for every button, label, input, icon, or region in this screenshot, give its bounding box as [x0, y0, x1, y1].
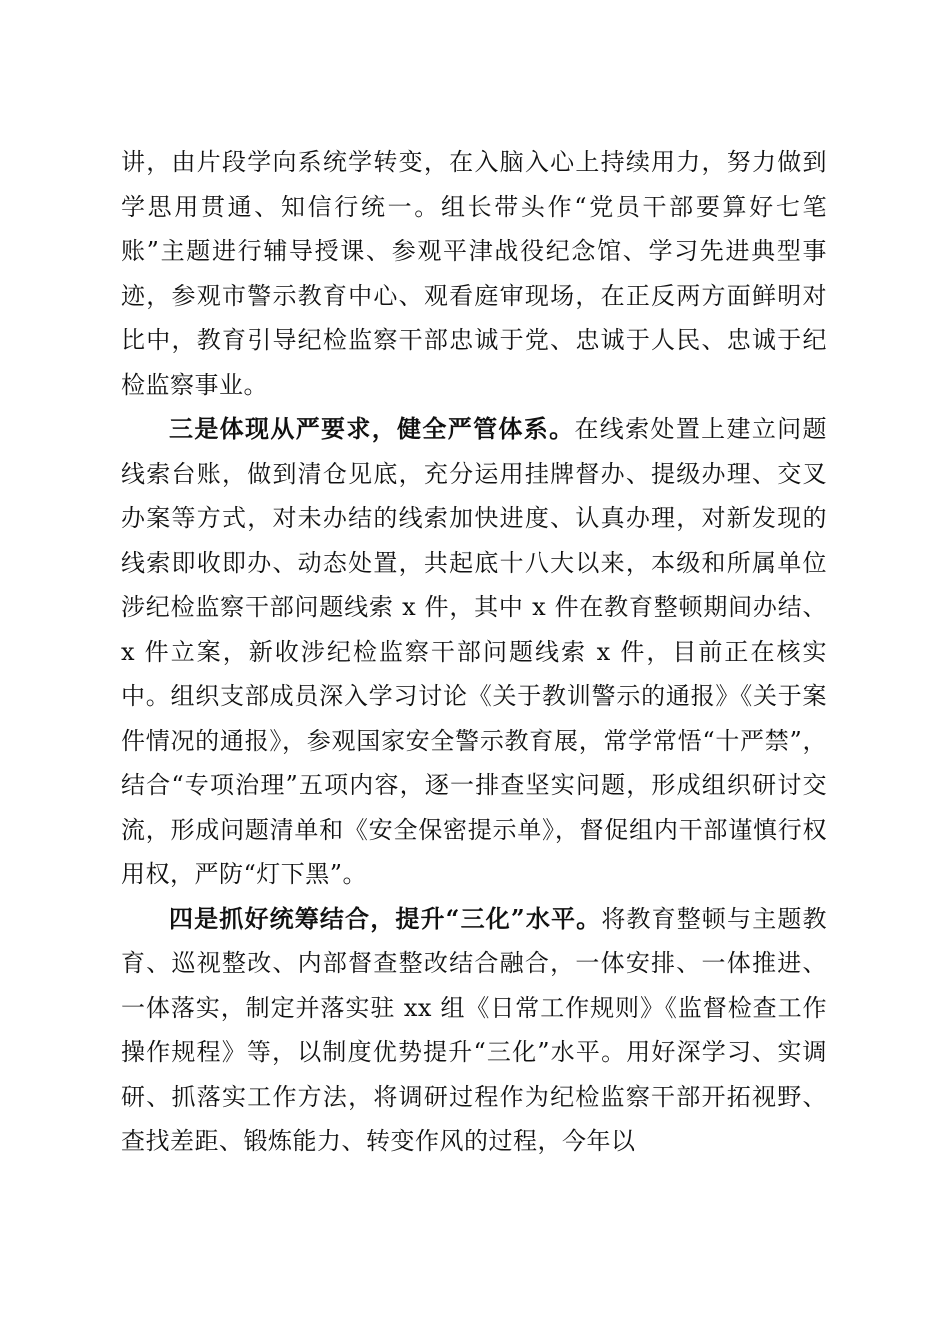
paragraph-3-heading: 四是抓好统筹结合，提升“三化”水平。 [169, 903, 602, 933]
paragraph-3-text: 将教育整顿与主题教育、巡视整改、内部督查整改结合融合，一体安排、一体推进、一体落实，制定并落实驻 xx 组《日常工作规则》《监督检查工作操作规程》等，以制度优势提升“三化”水平。用好深学习、实调研、抓落实工作方法，将调研过程作为纪检监察干部开拓视野、查找差距、锻炼能力、转变作风的过程，今年以 [121, 904, 828, 1155]
paragraph-2-heading: 三是体现从严要求，健全严管体系。 [169, 414, 575, 443]
paragraph-strict-requirements [121, 407, 827, 897]
paragraph-2-text: 在线索处置上建立问题线索台账，做到清仓见底，充分运用挂牌督办、提级办理、交叉办案等方式，对未办结的线索加快进度、认真办理，对新发现的线索即收即办、动态处置，共起底十八大以来，本级和所属单位涉纪检监察干部问题线索 x 件，其中 x 件在教育整顿期间办结、x 件立案，新收涉纪检监察干部问题线索 x 件，目前正在核实中。组织支部成员深入学习讨论《关于教训警示的通报》《关于案件情况的通报》，参观国家安全警示教育展，常学常悟“十严禁”，结合“专项治理”五项内容，逐一排查坚实问题，形成组织研讨交流，形成问题清单和《安全保密提示单》，督促组内干部谨慎行权用权，严防“灯下黑”。 [121, 415, 828, 888]
paragraph-coordination [121, 897, 827, 1164]
paragraph-1-text: 讲，由片段学向系统学转变，在入脑入心上持续用力，努力做到学思用贯通、知信行统一。组长带头作“党员干部要算好七笔账”主题进行辅导授课、参观平津战役纪念馆、学习先进典型事迹，参观市警示教育中心、观看庭审现场，在正反两方面鲜明对比中，教育引导纪检监察干部忠诚于党、忠诚于人民、忠诚于纪检监察事业。 [121, 148, 827, 399]
paragraph-continuation [121, 140, 827, 407]
document-body [121, 140, 827, 1164]
